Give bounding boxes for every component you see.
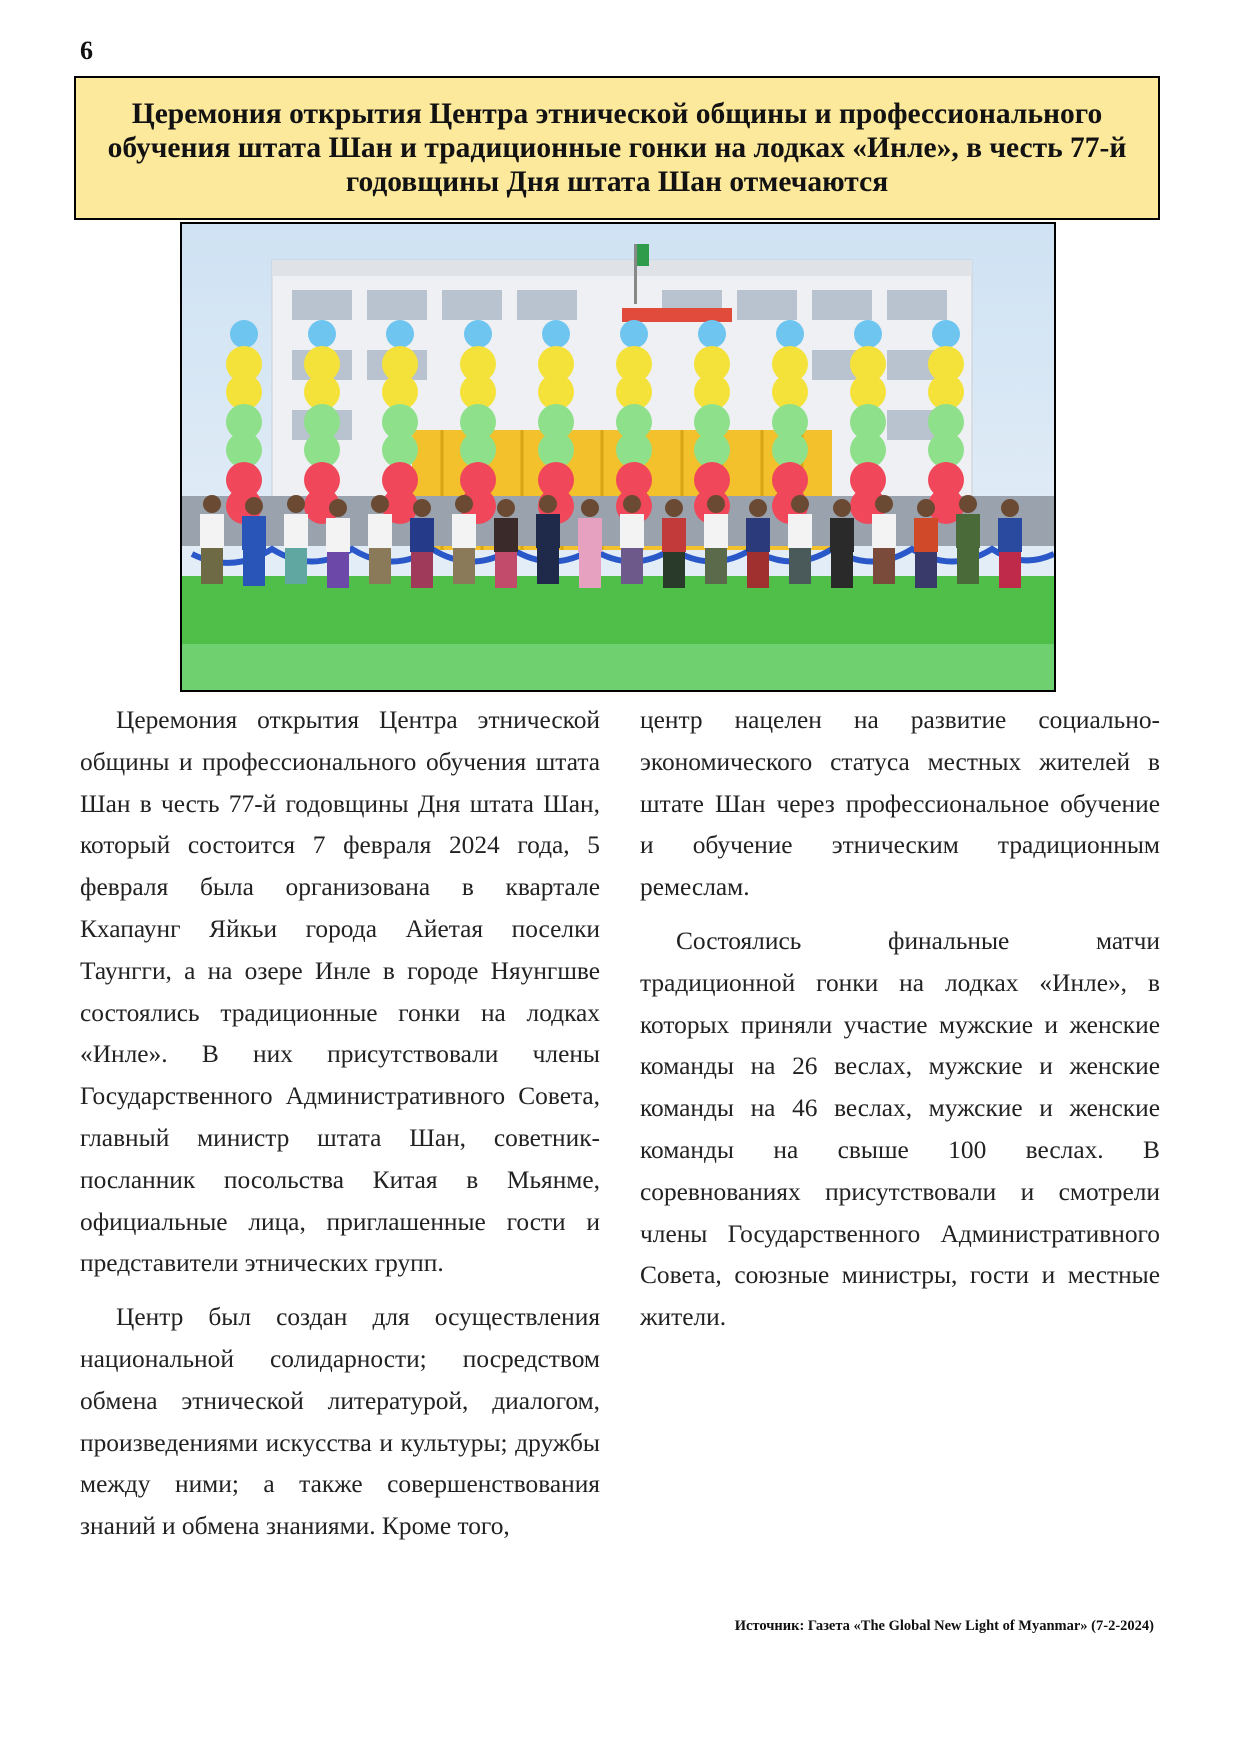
left-paragraph-1: Церемония открытия Центра этнической общины и профессионального обучения штата Шан в честь 77-й годовщины Дня штата Шан, который состоится 7 февраля 2024 года, 5 февраля была организована в квартале Кхапаунг Яйкьи города Айетая поселки Таунгги, а на озере Инле в городе Няунгшве состоялись традиционные гонки на лодках «Инле». В них присутствовали члены Государственного Административного Совета, главный министр штата Шан, советник-посланник посольства Китая в Мьянме, официальные лица, приглашенные гости и представители этнических групп. (80, 706, 600, 1278)
left-column (80, 700, 600, 1560)
ribbon-cutting-ceremony-photo-icon (182, 224, 1054, 690)
ceremony-photo (180, 222, 1056, 692)
page-number: 6 (80, 36, 93, 65)
right-paragraph-1: центр нацелен на развитие социально-экономического статуса местных жителей в штате Шан через профессиональное обучение и обучение этническим традиционным ремеслам. (640, 706, 1160, 902)
source-citation: Источник: Газета «The Global New Light of Myanmar» (7-2-2024) (734, 1618, 1154, 1634)
left-paragraph-2: Центр был создан для осуществления национальной солидарности; посредством обмена этнической литературой, диалогом, произведениями искусства и культуры; дружбы между ними; а также совершенствования знаний и обмена знаниями. Кроме того, (80, 1303, 600, 1541)
headline-box (74, 76, 1160, 220)
right-column (640, 700, 1160, 1351)
headline: Церемония открытия Центра этнической общины и профессионального обучения штата Шан и традиционные гонки на лодках «Инле», в честь 77-й годовщины Дня штата Шан отмечаются (107, 98, 1127, 198)
right-paragraph-2: Состоялись финальные матчи традиционной гонки на лодках «Инле», в которых приняли участие мужские и женские команды на 26 веслах, мужские и женские команды на 46 веслах, мужские и женские команды на свыше 100 веслах. В соревнованиях присутствовали и смотрели члены Государственного Административного Совета, союзные министры, гости и местные жители. (640, 926, 1160, 1332)
